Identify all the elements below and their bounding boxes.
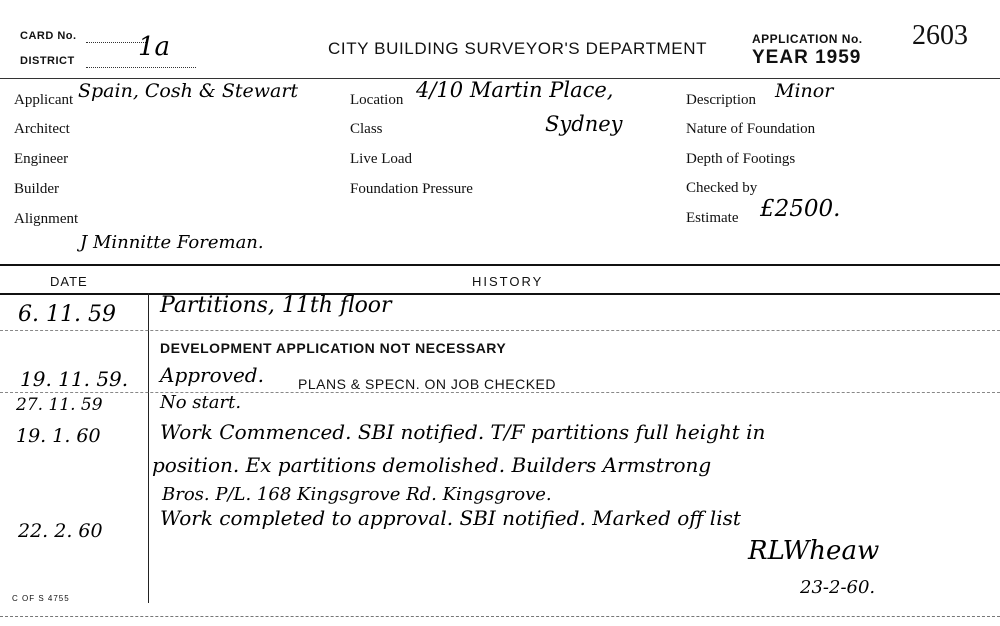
year-label: YEAR 1959 [752, 47, 862, 68]
architect-label: Architect [14, 121, 70, 137]
live-load-label: Live Load [350, 151, 413, 167]
entry-text: Work Commenced. SBI notified. T/F partitions full height in [160, 420, 766, 444]
row-line [0, 392, 1000, 393]
date-column-divider [148, 293, 149, 603]
entry-text: Work completed to approval. SBI notified. Marked off list [160, 506, 741, 530]
card-no-line [86, 42, 146, 43]
class-label: Class [350, 121, 383, 137]
entry-date: 19. 1. 60 [16, 425, 101, 447]
entry-date: 19. 11. 59. [20, 367, 129, 391]
location-value-line2: Sydney [545, 112, 623, 136]
description-value: Minor [775, 80, 834, 102]
estimate-label: Estimate [686, 210, 739, 226]
location-value: 4/10 Martin Place, [416, 78, 614, 102]
entry-text-stamp: DEVELOPMENT APPLICATION NOT NECESSARY [160, 340, 507, 356]
card-no-label: CARD No. [20, 30, 77, 42]
history-header: HISTORY [472, 274, 544, 289]
entry-date: 22. 2. 60 [18, 520, 103, 542]
builder-label: Builder [14, 181, 59, 197]
signature-date: 23-2-60. [800, 577, 876, 598]
engineer-label: Engineer [14, 151, 69, 167]
location-label: Location [350, 92, 404, 108]
description-label: Description [686, 92, 756, 108]
entry-date: 6. 11. 59 [18, 302, 116, 327]
application-no-label: APPLICATION No. [752, 32, 863, 46]
form-code: C OF S 4755 [12, 594, 70, 603]
district-line [86, 67, 196, 68]
district-label: DISTRICT [20, 55, 75, 67]
entry-text: position. Ex partitions demolished. Builders Armstrong [152, 453, 712, 477]
history-header-rule [0, 293, 1000, 295]
application-number: 2603 [912, 20, 968, 51]
entry-text-stamp: PLANS & SPECN. ON JOB CHECKED [298, 376, 557, 392]
foreman-note: J Minnitte Foreman. [80, 232, 264, 253]
entry-date: 27. 11. 59 [16, 395, 103, 415]
row-line [0, 330, 1000, 331]
nature-of-foundation-label: Nature of Foundation [686, 121, 816, 137]
entry-text: Partitions, 11th floor [160, 293, 392, 318]
date-header: DATE [50, 274, 88, 289]
entry-text: Bros. P/L. 168 Kingsgrove Rd. Kingsgrove. [162, 484, 552, 505]
applicant-value: Spain, Cosh & Stewart [78, 80, 299, 102]
applicant-label: Applicant [14, 92, 74, 108]
district-value: 1a [138, 32, 171, 62]
history-top-rule [0, 264, 1000, 266]
estimate-value: £2500. [760, 196, 841, 222]
entry-text: No start. [160, 392, 242, 413]
foundation-pressure-label: Foundation Pressure [350, 181, 473, 197]
alignment-label: Alignment [14, 211, 79, 227]
signature: RLWheaw [748, 536, 880, 566]
department-title: CITY BUILDING SURVEYOR'S DEPARTMENT [328, 39, 708, 58]
depth-of-footings-label: Depth of Footings [686, 151, 796, 167]
entry-text: Approved. [160, 363, 264, 387]
checked-by-label: Checked by [686, 180, 758, 196]
bottom-rule [0, 616, 1000, 617]
